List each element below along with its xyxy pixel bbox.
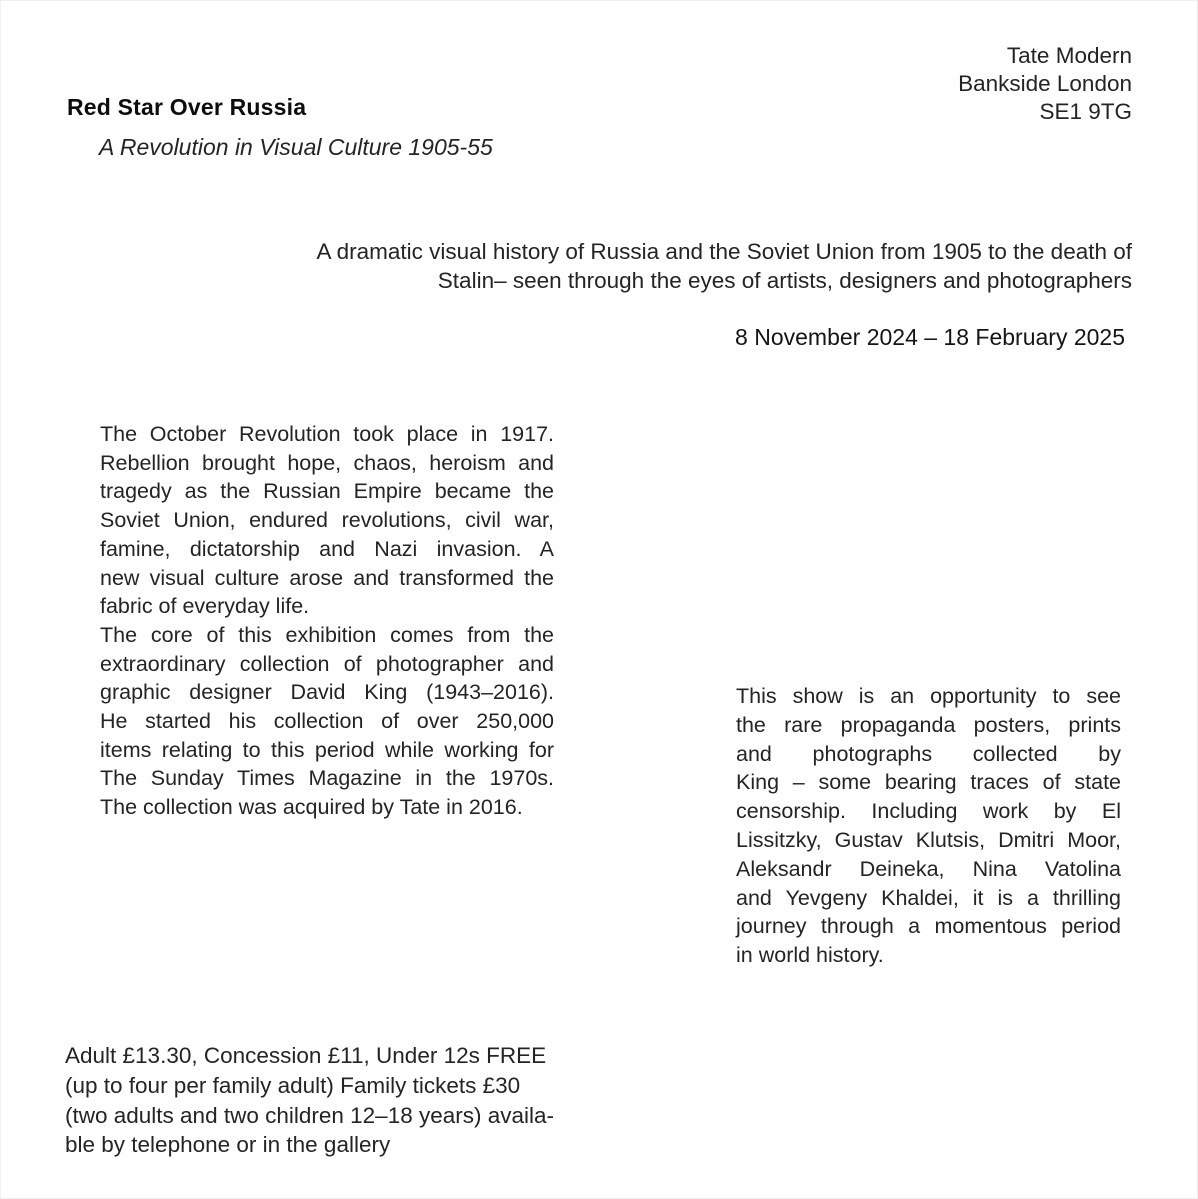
exhibition-subtitle: A Revolution in Visual Culture 1905-55 — [99, 134, 493, 160]
body-paragraph-collection: The core of this exhibition comes from the extraordinary collection of photographer and graphic designer David King (1943–2016). He started his collection of over 250,000 items relating to this period while working for The Sunday Times Magazine in the 1970s. The collection was acquired by Tate in 2016. — [100, 622, 554, 820]
ticket-info: Adult £13.30, Concession £11, Under 12s FREE (up to four per family adult) Family tickets £30 (two adults and two children 12–18 years) availa- ble by telephone or in the gallery — [65, 1043, 555, 1158]
venue-address: Tate Modern Bankside London SE1 9TG — [958, 43, 1132, 124]
left-text-column — [100, 420, 554, 822]
exhibition-dates: 8 November 2024 – 18 February 2025 — [735, 324, 1125, 350]
intro-statement: A dramatic visual history of Russia and the Soviet Union from 1905 to the death of Stalin– seen through the eyes of artists, designers and photographers — [316, 239, 1132, 293]
body-paragraph-show: This show is an opportunity to see the rare propaganda posters, prints and photographs collected by King – some bearing traces of state censorship. Including work by El Lissitzky, Gustav Klutsis, Dmitri Moor, Aleksandr Deineka, Nina Vatolina and Yevgeny Khaldei, it is a thrilling journey through a momentous period in world history. — [736, 684, 1121, 968]
exhibition-title: Red Star Over Russia — [67, 94, 307, 120]
body-paragraph-history: The October Revolution took place in 1917. Rebellion brought hope, chaos, heroism and tragedy as the Russian Empire became the Soviet Union, endured revolutions, civil war, famine, dictatorship and Nazi invasion. A new visual culture arose and transformed the fabric of everyday life. — [100, 422, 554, 619]
